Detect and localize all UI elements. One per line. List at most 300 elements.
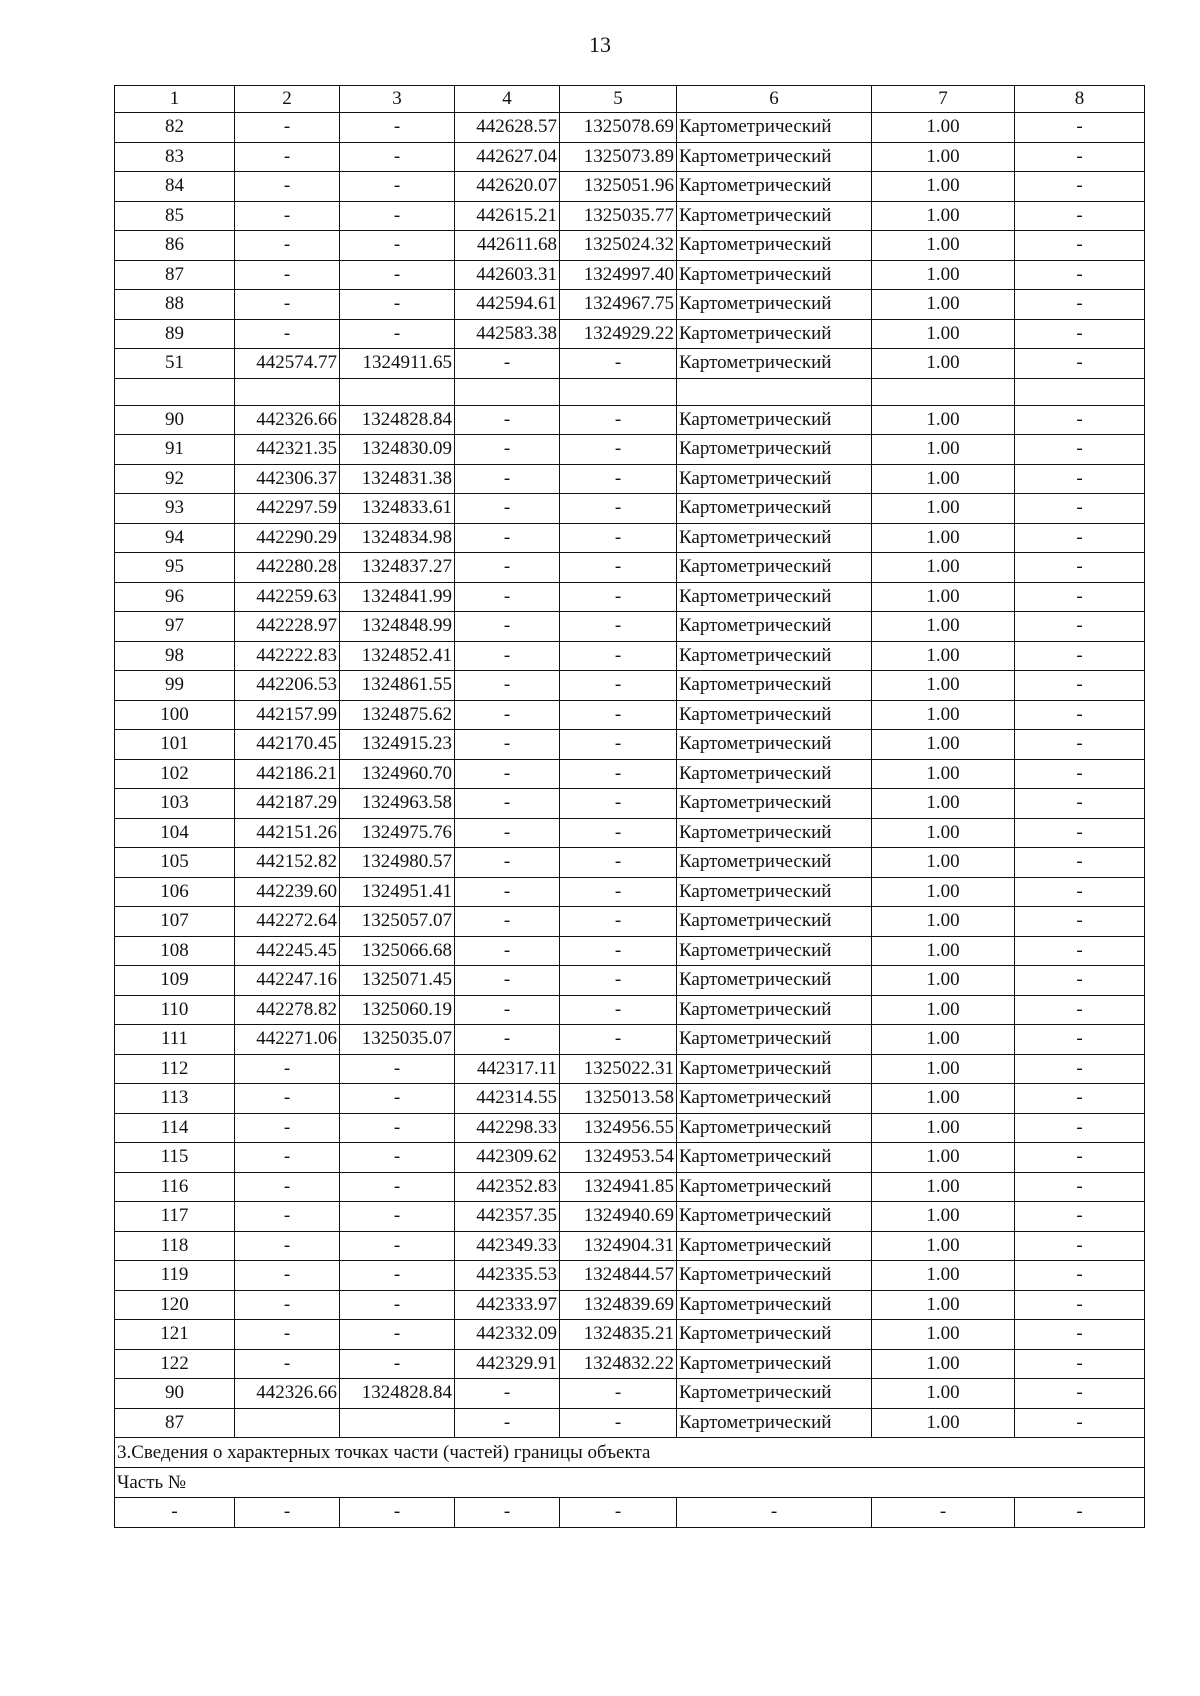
table-cell: - xyxy=(1015,1231,1145,1261)
table-row xyxy=(115,1113,1145,1143)
table-cell: 1.00 xyxy=(872,523,1015,553)
table-cell: 1.00 xyxy=(872,1054,1015,1084)
table-cell: - xyxy=(340,1290,455,1320)
table-cell: - xyxy=(455,641,560,671)
table-row xyxy=(115,730,1145,760)
table-cell: 1.00 xyxy=(872,1408,1015,1438)
table-cell: Картометрический xyxy=(677,641,872,671)
table-cell: 90 xyxy=(115,405,235,435)
table-cell: 111 xyxy=(115,1025,235,1055)
table-cell: 114 xyxy=(115,1113,235,1143)
table-cell: - xyxy=(1015,818,1145,848)
table-cell: 1.00 xyxy=(872,1261,1015,1291)
table-cell: - xyxy=(455,848,560,878)
table-cell: - xyxy=(235,113,340,143)
table-cell: 1324828.84 xyxy=(340,1379,455,1409)
table-cell: Картометрический xyxy=(677,142,872,172)
table-row xyxy=(115,523,1145,553)
table-cell: 442321.35 xyxy=(235,435,340,465)
table-cell: - xyxy=(1015,877,1145,907)
table-cell: - xyxy=(560,789,677,819)
table-cell: - xyxy=(340,231,455,261)
table-cell: Картометрический xyxy=(677,1231,872,1261)
table-cell: 1.00 xyxy=(872,1172,1015,1202)
table-cell: - xyxy=(235,1349,340,1379)
table-cell: - xyxy=(1015,494,1145,524)
table-cell: 442333.97 xyxy=(455,1290,560,1320)
table-cell: - xyxy=(560,730,677,760)
table-cell: 442247.16 xyxy=(235,966,340,996)
column-header: 1 xyxy=(115,86,235,113)
table-cell: - xyxy=(340,142,455,172)
table-row xyxy=(115,1290,1145,1320)
table-cell: 1.00 xyxy=(872,612,1015,642)
table-cell: - xyxy=(560,818,677,848)
table-cell: Картометрический xyxy=(677,789,872,819)
table-cell: - xyxy=(1015,1261,1145,1291)
table-row xyxy=(115,700,1145,730)
table-cell: 442335.53 xyxy=(455,1261,560,1291)
table-cell: Картометрический xyxy=(677,1290,872,1320)
table-cell: 97 xyxy=(115,612,235,642)
table-cell: - xyxy=(560,700,677,730)
table-cell: - xyxy=(560,612,677,642)
table-cell: - xyxy=(455,759,560,789)
table-cell: 1325057.07 xyxy=(340,907,455,937)
table-cell: - xyxy=(1015,553,1145,583)
table-cell: - xyxy=(235,142,340,172)
table-cell: - xyxy=(340,1202,455,1232)
table-cell: 1.00 xyxy=(872,494,1015,524)
table-cell: - xyxy=(455,818,560,848)
column-header: 5 xyxy=(560,86,677,113)
table-cell: - xyxy=(1015,995,1145,1025)
table-cell: 1.00 xyxy=(872,319,1015,349)
table-cell: 116 xyxy=(115,1172,235,1202)
table-cell: - xyxy=(455,1498,560,1528)
table-cell: - xyxy=(235,201,340,231)
table-cell xyxy=(340,378,455,405)
table-cell: - xyxy=(1015,1498,1145,1528)
table-cell: - xyxy=(340,1143,455,1173)
table-cell: - xyxy=(340,1084,455,1114)
part-row xyxy=(115,1468,1145,1498)
table-cell: 1.00 xyxy=(872,142,1015,172)
table-cell: - xyxy=(1015,319,1145,349)
table-cell: Картометрический xyxy=(677,612,872,642)
table-cell: Картометрический xyxy=(677,201,872,231)
table-cell: - xyxy=(235,1320,340,1350)
table-cell: - xyxy=(872,1498,1015,1528)
table-cell: - xyxy=(560,1379,677,1409)
table-cell: 1324953.54 xyxy=(560,1143,677,1173)
table-cell: 1.00 xyxy=(872,231,1015,261)
table-cell: - xyxy=(1015,582,1145,612)
table-cell: 87 xyxy=(115,260,235,290)
table-cell: 1.00 xyxy=(872,260,1015,290)
table-cell: 1324839.69 xyxy=(560,1290,677,1320)
table-cell: 1325013.58 xyxy=(560,1084,677,1114)
table-cell: - xyxy=(1015,700,1145,730)
table-cell: 1.00 xyxy=(872,1084,1015,1114)
table-cell: - xyxy=(1015,142,1145,172)
table-cell: - xyxy=(455,877,560,907)
table-cell: - xyxy=(235,231,340,261)
table-cell: 1.00 xyxy=(872,789,1015,819)
table-cell: - xyxy=(1015,464,1145,494)
table-row xyxy=(115,1349,1145,1379)
table-cell: 101 xyxy=(115,730,235,760)
table-cell: 1325060.19 xyxy=(340,995,455,1025)
table-cell: 1.00 xyxy=(872,290,1015,320)
table-cell: - xyxy=(560,349,677,379)
table-cell: Картометрический xyxy=(677,290,872,320)
table-cell: - xyxy=(1015,848,1145,878)
table-cell: 442278.82 xyxy=(235,995,340,1025)
table-cell: 442317.11 xyxy=(455,1054,560,1084)
table-cell: 442259.63 xyxy=(235,582,340,612)
table-cell: - xyxy=(560,671,677,701)
table-cell: 1325035.77 xyxy=(560,201,677,231)
table-row xyxy=(115,759,1145,789)
table-cell: - xyxy=(455,1025,560,1055)
table-cell xyxy=(677,378,872,405)
table-cell: - xyxy=(340,290,455,320)
table-cell: 119 xyxy=(115,1261,235,1291)
table-row xyxy=(115,319,1145,349)
table-cell: 1.00 xyxy=(872,1320,1015,1350)
table-row xyxy=(115,1084,1145,1114)
table-cell: 87 xyxy=(115,1408,235,1438)
table-cell: 1324835.21 xyxy=(560,1320,677,1350)
table-cell: 1324904.31 xyxy=(560,1231,677,1261)
table-cell: - xyxy=(115,1498,235,1528)
table-cell: - xyxy=(560,405,677,435)
table-cell: - xyxy=(1015,523,1145,553)
table-cell: - xyxy=(235,1290,340,1320)
table-cell: 1324963.58 xyxy=(340,789,455,819)
table-cell: - xyxy=(1015,1408,1145,1438)
boundary-points-table xyxy=(114,85,1145,1528)
table-cell: 442326.66 xyxy=(235,405,340,435)
table-cell: 1.00 xyxy=(872,172,1015,202)
table-cell: 1.00 xyxy=(872,349,1015,379)
table-cell: - xyxy=(1015,1349,1145,1379)
table-cell: Картометрический xyxy=(677,435,872,465)
table-cell: 1.00 xyxy=(872,464,1015,494)
table-cell: 1325024.32 xyxy=(560,231,677,261)
table-cell: - xyxy=(235,1084,340,1114)
table-cell xyxy=(235,1408,340,1438)
table-row xyxy=(115,142,1145,172)
table-cell: 118 xyxy=(115,1231,235,1261)
table-header-row xyxy=(115,86,1145,113)
table-row xyxy=(115,1261,1145,1291)
table-cell: 1.00 xyxy=(872,759,1015,789)
table-cell: Картометрический xyxy=(677,1113,872,1143)
table-cell: - xyxy=(235,1172,340,1202)
table-cell: - xyxy=(1015,907,1145,937)
table-cell: 1324929.22 xyxy=(560,319,677,349)
table-cell: - xyxy=(1015,405,1145,435)
table-cell: - xyxy=(455,349,560,379)
table-cell: - xyxy=(235,1143,340,1173)
table-cell: - xyxy=(1015,966,1145,996)
table-row xyxy=(115,789,1145,819)
table-cell: 1.00 xyxy=(872,582,1015,612)
table-cell: 1.00 xyxy=(872,700,1015,730)
table-cell: - xyxy=(455,494,560,524)
table-cell: - xyxy=(560,494,677,524)
table-cell: - xyxy=(1015,641,1145,671)
table-cell: 1324975.76 xyxy=(340,818,455,848)
table-cell: 1325035.07 xyxy=(340,1025,455,1055)
table-cell: Картометрический xyxy=(677,1084,872,1114)
table-cell: - xyxy=(455,966,560,996)
table-cell xyxy=(872,378,1015,405)
table-cell: - xyxy=(455,730,560,760)
table-cell: 115 xyxy=(115,1143,235,1173)
table-cell: - xyxy=(1015,759,1145,789)
table-cell: 1.00 xyxy=(872,907,1015,937)
table-cell: 442298.33 xyxy=(455,1113,560,1143)
table-cell: - xyxy=(455,612,560,642)
table-cell: 1324915.23 xyxy=(340,730,455,760)
table-cell: 442152.82 xyxy=(235,848,340,878)
table-cell: 442222.83 xyxy=(235,641,340,671)
table-cell: 1324852.41 xyxy=(340,641,455,671)
table-cell: 109 xyxy=(115,966,235,996)
table-cell: - xyxy=(1015,671,1145,701)
table-cell: Картометрический xyxy=(677,523,872,553)
table-cell: 1324861.55 xyxy=(340,671,455,701)
table-cell: 1324980.57 xyxy=(340,848,455,878)
table-cell: 85 xyxy=(115,201,235,231)
table-cell: - xyxy=(455,464,560,494)
table-cell: 113 xyxy=(115,1084,235,1114)
table-cell: 1.00 xyxy=(872,113,1015,143)
table-cell: 442603.31 xyxy=(455,260,560,290)
table-cell: - xyxy=(560,464,677,494)
page-number: 13 xyxy=(589,32,611,57)
table-cell: Картометрический xyxy=(677,730,872,760)
table-cell: 442271.06 xyxy=(235,1025,340,1055)
table-cell: - xyxy=(235,319,340,349)
table-cell: 442272.64 xyxy=(235,907,340,937)
table-cell: - xyxy=(340,319,455,349)
table-cell: - xyxy=(340,1261,455,1291)
table-cell: 442187.29 xyxy=(235,789,340,819)
table-cell: - xyxy=(235,1054,340,1084)
table-cell: - xyxy=(455,789,560,819)
table-row xyxy=(115,966,1145,996)
table-row xyxy=(115,612,1145,642)
table-cell: 1.00 xyxy=(872,936,1015,966)
table-cell: 122 xyxy=(115,1349,235,1379)
table-cell: 442157.99 xyxy=(235,700,340,730)
table-cell: - xyxy=(1015,789,1145,819)
table-cell: 107 xyxy=(115,907,235,937)
table-cell: - xyxy=(1015,1379,1145,1409)
table-row xyxy=(115,1202,1145,1232)
table-cell: Картометрический xyxy=(677,759,872,789)
table-cell: - xyxy=(340,1349,455,1379)
table-cell: 89 xyxy=(115,319,235,349)
table-row xyxy=(115,290,1145,320)
table-cell: 1325051.96 xyxy=(560,172,677,202)
section-title: 3.Сведения о характерных точках части (частей) границы объекта xyxy=(115,1438,1145,1468)
table-cell: Картометрический xyxy=(677,172,872,202)
table-cell: 102 xyxy=(115,759,235,789)
table-cell: - xyxy=(1015,730,1145,760)
table-cell: 105 xyxy=(115,848,235,878)
table-cell: 121 xyxy=(115,1320,235,1350)
table-cell: - xyxy=(235,1113,340,1143)
table-cell: - xyxy=(1015,435,1145,465)
table-row xyxy=(115,172,1145,202)
table-cell: - xyxy=(235,290,340,320)
table-cell: Картометрический xyxy=(677,1025,872,1055)
table-cell: - xyxy=(1015,1290,1145,1320)
table-cell: - xyxy=(455,582,560,612)
table-cell: 1.00 xyxy=(872,201,1015,231)
table-cell: 1.00 xyxy=(872,1143,1015,1173)
table-row xyxy=(115,848,1145,878)
table-cell: 442306.37 xyxy=(235,464,340,494)
table-cell: - xyxy=(560,1408,677,1438)
table-cell: 117 xyxy=(115,1202,235,1232)
table-cell: 1.00 xyxy=(872,1290,1015,1320)
table-cell: 442314.55 xyxy=(455,1084,560,1114)
table-cell: 1325073.89 xyxy=(560,142,677,172)
table-cell: 1325066.68 xyxy=(340,936,455,966)
table-cell: 442151.26 xyxy=(235,818,340,848)
table-cell: 104 xyxy=(115,818,235,848)
table-cell: 442245.45 xyxy=(235,936,340,966)
table-row xyxy=(115,582,1145,612)
table-cell: - xyxy=(1015,290,1145,320)
table-cell: - xyxy=(1015,260,1145,290)
table-cell: 1324837.27 xyxy=(340,553,455,583)
table-cell: - xyxy=(560,995,677,1025)
table-cell: - xyxy=(455,553,560,583)
table-cell: Картометрический xyxy=(677,349,872,379)
table-cell xyxy=(1015,378,1145,405)
table-cell: 99 xyxy=(115,671,235,701)
table-cell: - xyxy=(560,523,677,553)
table-cell: 1.00 xyxy=(872,435,1015,465)
table-cell: 1324830.09 xyxy=(340,435,455,465)
table-cell: 1.00 xyxy=(872,1025,1015,1055)
table-cell: Картометрический xyxy=(677,700,872,730)
table-cell: 1324832.22 xyxy=(560,1349,677,1379)
table-cell: 1324834.98 xyxy=(340,523,455,553)
table-cell: 1324940.69 xyxy=(560,1202,677,1232)
table-cell: - xyxy=(1015,612,1145,642)
table-row xyxy=(115,435,1145,465)
table-cell: 442329.91 xyxy=(455,1349,560,1379)
table-row xyxy=(115,907,1145,937)
table-cell: 120 xyxy=(115,1290,235,1320)
table-cell: 1.00 xyxy=(872,877,1015,907)
table-cell: Картометрический xyxy=(677,260,872,290)
table-cell: Картометрический xyxy=(677,113,872,143)
table-cell: - xyxy=(235,172,340,202)
table-cell: - xyxy=(340,1113,455,1143)
table-row xyxy=(115,936,1145,966)
table-cell: Картометрический xyxy=(677,936,872,966)
table-cell: - xyxy=(1015,936,1145,966)
table-cell: 91 xyxy=(115,435,235,465)
table-cell: 442352.83 xyxy=(455,1172,560,1202)
table-cell: 100 xyxy=(115,700,235,730)
table-cell: 442627.04 xyxy=(455,142,560,172)
table-cell: 1.00 xyxy=(872,1113,1015,1143)
table-cell: 442186.21 xyxy=(235,759,340,789)
table-row xyxy=(115,260,1145,290)
table-cell: 1325071.45 xyxy=(340,966,455,996)
table-cell: 442297.59 xyxy=(235,494,340,524)
table-cell: 1325022.31 xyxy=(560,1054,677,1084)
table-cell: 96 xyxy=(115,582,235,612)
table-cell: - xyxy=(340,1054,455,1084)
table-cell: 1.00 xyxy=(872,671,1015,701)
table-cell: - xyxy=(455,671,560,701)
table-cell: 1324875.62 xyxy=(340,700,455,730)
table-row xyxy=(115,349,1145,379)
table-cell: 1324844.57 xyxy=(560,1261,677,1291)
table-cell: 93 xyxy=(115,494,235,524)
table-cell: 94 xyxy=(115,523,235,553)
table-cell: 442332.09 xyxy=(455,1320,560,1350)
table-cell: - xyxy=(340,1231,455,1261)
table-cell: Картометрический xyxy=(677,966,872,996)
column-header: 3 xyxy=(340,86,455,113)
table-cell: 1.00 xyxy=(872,1231,1015,1261)
table-cell: 442583.38 xyxy=(455,319,560,349)
table-cell: 1.00 xyxy=(872,1349,1015,1379)
table-cell: - xyxy=(560,582,677,612)
table-cell: 442628.57 xyxy=(455,113,560,143)
table-row xyxy=(115,405,1145,435)
table-cell: - xyxy=(1015,1113,1145,1143)
table-cell: - xyxy=(1015,1202,1145,1232)
table-cell: - xyxy=(455,936,560,966)
table-row xyxy=(115,231,1145,261)
table-row xyxy=(115,1025,1145,1055)
table-cell: - xyxy=(560,641,677,671)
table-cell: 1.00 xyxy=(872,966,1015,996)
table-cell: - xyxy=(560,848,677,878)
table-row xyxy=(115,818,1145,848)
column-header: 7 xyxy=(872,86,1015,113)
table-cell: 442615.21 xyxy=(455,201,560,231)
table-cell: 84 xyxy=(115,172,235,202)
table-cell: Картометрический xyxy=(677,1408,872,1438)
table-row xyxy=(115,464,1145,494)
table-cell: - xyxy=(340,1172,455,1202)
table-row xyxy=(115,995,1145,1025)
table-cell: 442290.29 xyxy=(235,523,340,553)
table-cell: 1.00 xyxy=(872,730,1015,760)
table-cell: - xyxy=(340,172,455,202)
table-cell: - xyxy=(1015,1172,1145,1202)
table-cell: 442239.60 xyxy=(235,877,340,907)
table-cell: 1.00 xyxy=(872,641,1015,671)
table-cell: 86 xyxy=(115,231,235,261)
table-cell xyxy=(235,378,340,405)
table-cell: Картометрический xyxy=(677,1261,872,1291)
